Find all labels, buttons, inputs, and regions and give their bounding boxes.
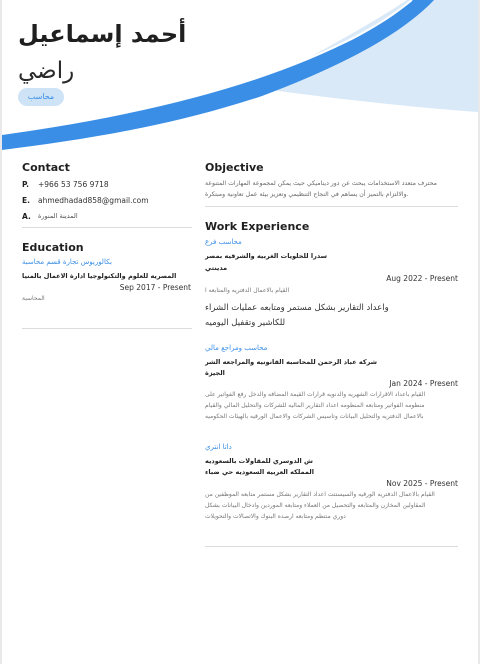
work-heading: Work Experience <box>205 220 310 233</box>
job-3-line-1: القيام بالاعمال الدفتريه الورقيه والسيستنت اعداد التقارير بشكل مستمر متابعه الموظفين من <box>205 491 435 498</box>
objective-line-1: محترف متعدد الاستخدامات يبحث عن دور ديناميكي حيث يمكن لمجموعة المهارات المتنوعة <box>205 180 437 187</box>
job-2-location: الجيزة <box>205 369 225 377</box>
education-heading: Education <box>22 241 84 254</box>
education-divider <box>22 328 192 329</box>
phone-label: P. <box>22 180 29 189</box>
job-1-line-2: واعداد التقارير بشكل مستمر ومتابعه عمليات الشراء <box>205 303 389 313</box>
role-badge: محاسب <box>18 88 64 106</box>
job-1-role: محاسب فرع <box>205 238 242 246</box>
job-3-line-2: المقاولين المخازن والمتابعه والتحصيل من العملاء ومتابعه الموردين وادخال البيانات بشكل <box>205 502 426 509</box>
job-2-date: Jan 2024 - Present <box>389 379 458 388</box>
job-2-role: محاسب ومراجع مالي <box>205 344 268 352</box>
objective-line-2: والالتزام بالتميز أن يساهم في النجاح التنظيمي وتعزيز بيئة عمل تعاونية ومبتكرة. <box>205 191 409 198</box>
candidate-first-name: أحمد إسماعيل <box>18 20 187 48</box>
objective-divider <box>205 206 458 207</box>
job-3-location: المملكه العربيه السعوديه حي ضباء <box>205 468 314 476</box>
resume-page <box>2 0 478 664</box>
education-date: Sep 2017 - Present <box>119 283 191 292</box>
email-value: ahmedhadad858@gmail.com <box>38 196 149 205</box>
job-2-company: شركه عباد الرحمن للمحاسبه القانونيه والمراجعه الشر <box>205 358 378 366</box>
email-label: E. <box>22 196 30 205</box>
address-label: A. <box>22 212 31 221</box>
candidate-last-name: راضي <box>18 58 75 84</box>
job-1-line-3: للكاشير وتقفيل اليوميه <box>205 318 286 328</box>
job-3-role: داتا انتري <box>205 443 232 451</box>
job-3-line-3: دوري منتظم ومتابعه ارصده البنوك والاتصالات والتحويلات <box>205 513 346 520</box>
education-degree: بكالوريوس تجارة قسم محاسبة <box>22 258 112 266</box>
address-value: المدينة المنورة <box>38 212 78 220</box>
job-3-company: ش الدوسري للمقاولات بالسعوديه <box>205 457 313 465</box>
job-3-date: Nov 2025 - Present <box>386 479 458 488</box>
contact-heading: Contact <box>22 161 70 174</box>
job-1-company: سدرا للحلويات الغربيه والشرقيه بمصر <box>205 252 327 260</box>
job-2-line-3: بالاعمال الدفتريه والتحليل البيانات وتاسيس الشركات والاعمال الورقيه بالهيئات الحكوميه <box>205 413 424 420</box>
job-1-line-1: القيام بالاعمال الدفتريه والمتابعه ا <box>205 287 290 294</box>
job-2-line-1: القيام باعداد الاقرارات الشهريه والدنويه قرارات القيمة المضافه والدخل رفع الفواتير على <box>205 391 426 398</box>
education-detail: المحاسبة <box>22 295 45 302</box>
phone-value: +966 53 756 9718 <box>38 180 109 189</box>
objective-heading: Objective <box>205 161 264 174</box>
job-1-location: مدينتي <box>205 264 228 272</box>
job-1-date: Aug 2022 - Present <box>386 274 458 283</box>
work-divider <box>205 546 458 547</box>
job-2-line-2: منظومه الفواتير ومتابعه المنظومه اعداد التقارير الماليه للشركات والتحليل المالي والقيام <box>205 402 425 409</box>
education-institution: المصريه للعلوم والتكنولوجيا ادارة الاعمال بالمنيا <box>22 272 177 280</box>
contact-divider <box>22 227 192 228</box>
